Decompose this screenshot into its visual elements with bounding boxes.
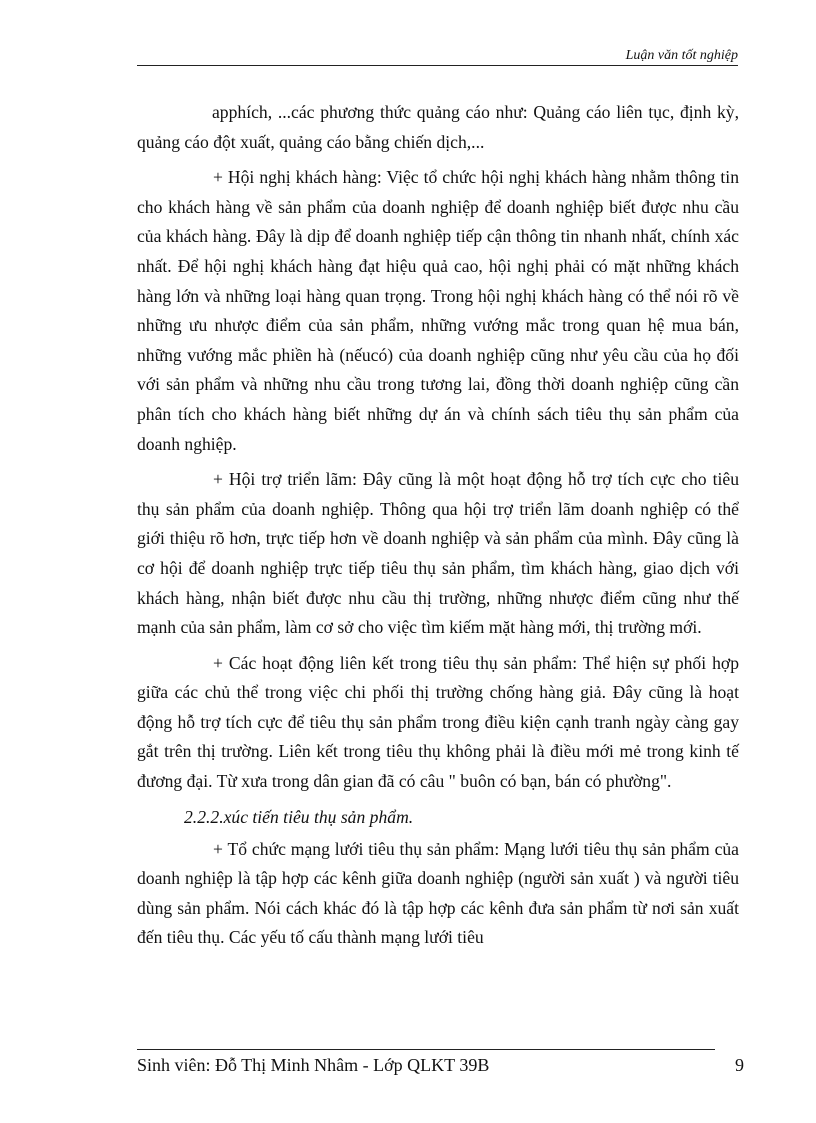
paragraph-trade-fair: + Hội trợ triển lãm: Đây cũng là một hoạt động hỗ trợ tích cực cho tiêu thụ sản phẩm của doanh nghiệp. Thông qua hội trợ triển lãm doanh nghiệp có thể giới thiệu rõ hơn, trực tiếp hơn về doanh nghiệp và sản phẩm của mình. Đây cũng là cơ hội để doanh nghiệp trực tiếp tiêu thụ sản phẩm, tìm khách hàng, giao dịch với khách hàng, nhận biết được nhu cầu thị trường, những nhược điểm cũng như thế mạnh của sản phẩm, làm cơ sở cho việc tìm kiếm mặt hàng mới, thị trường mới. <box>137 469 739 638</box>
document-body <box>137 98 739 959</box>
footer-author: Sinh viên: Đỗ Thị Minh Nhâm - Lớp QLKT 39B <box>137 1055 490 1075</box>
header-title: Luận văn tốt nghiệp <box>626 48 738 66</box>
paragraph-linkage-activities: + Các hoạt động liên kết trong tiêu thụ sản phẩm: Thể hiện sự phối hợp giữa các chủ thể trong việc chi phối thị trường chống hàng giả. Đây cũng là hoạt động hỗ trợ tích cực để tiêu thụ sản phẩm trong điều kiện cạnh tranh ngày càng gay gắt trên thị trường. Liên kết trong tiêu thụ không phải là điều mới mẻ trong kinh tế đương đại. Từ xưa trong dân gian đã có câu " buôn có bạn, bán có phường". <box>137 652 739 792</box>
footer-rule <box>137 1049 715 1050</box>
paragraph-advertising: apphích, ...các phương thức quảng cáo như: Quảng cáo liên tục, định kỳ, quảng cáo đột xuất, quảng cáo bằng chiến dịch,... <box>137 102 739 152</box>
page-number: 9 <box>735 1055 744 1075</box>
paragraph-customer-conference: + Hội nghị khách hàng: Việc tổ chức hội nghị khách hàng nhằm thông tin cho khách hàng về sản phẩm của doanh nghiệp để doanh nghiệp biết được nhu cầu của khách hàng. Đây là dịp để doanh nghiệp tiếp cận thông tin nhanh nhất, chính xác nhất. Để hội nghị khách hàng đạt hiệu quả cao, hội nghị phải có mặt những khách hàng lớn và những loại hàng quan trọng. Trong hội nghị khách hàng có thể nói rõ về những ưu nhược điểm của sản phẩm, những vướng mắc trong quan hệ mua bán, những vướng mắc phiền hà (nếucó) của doanh nghiệp cũng như yêu cầu của họ đối với sản phẩm và những nhu cầu trong tương lai, đồng thời doanh nghiệp cũng cần phân tích cho khách hàng biết những dự án và chính sách tiêu thụ sản phẩm của doanh nghiệp. <box>137 167 739 454</box>
paragraph-distribution-network: + Tổ chức mạng lưới tiêu thụ sản phẩm: Mạng lưới tiêu thụ sản phẩm của doanh nghiệp là tập hợp các kênh giữa doanh nghiệp (người sản xuất ) và người tiêu dùng sản phẩm. Nói cách khác đó là tập hợp các kênh đưa sản phẩm từ nơi sản xuất đến tiêu thụ. Các yếu tố cấu thành mạng lưới tiêu <box>137 838 739 948</box>
section-subheading: 2.2.2.xúc tiến tiêu thụ sản phẩm. <box>184 806 414 827</box>
